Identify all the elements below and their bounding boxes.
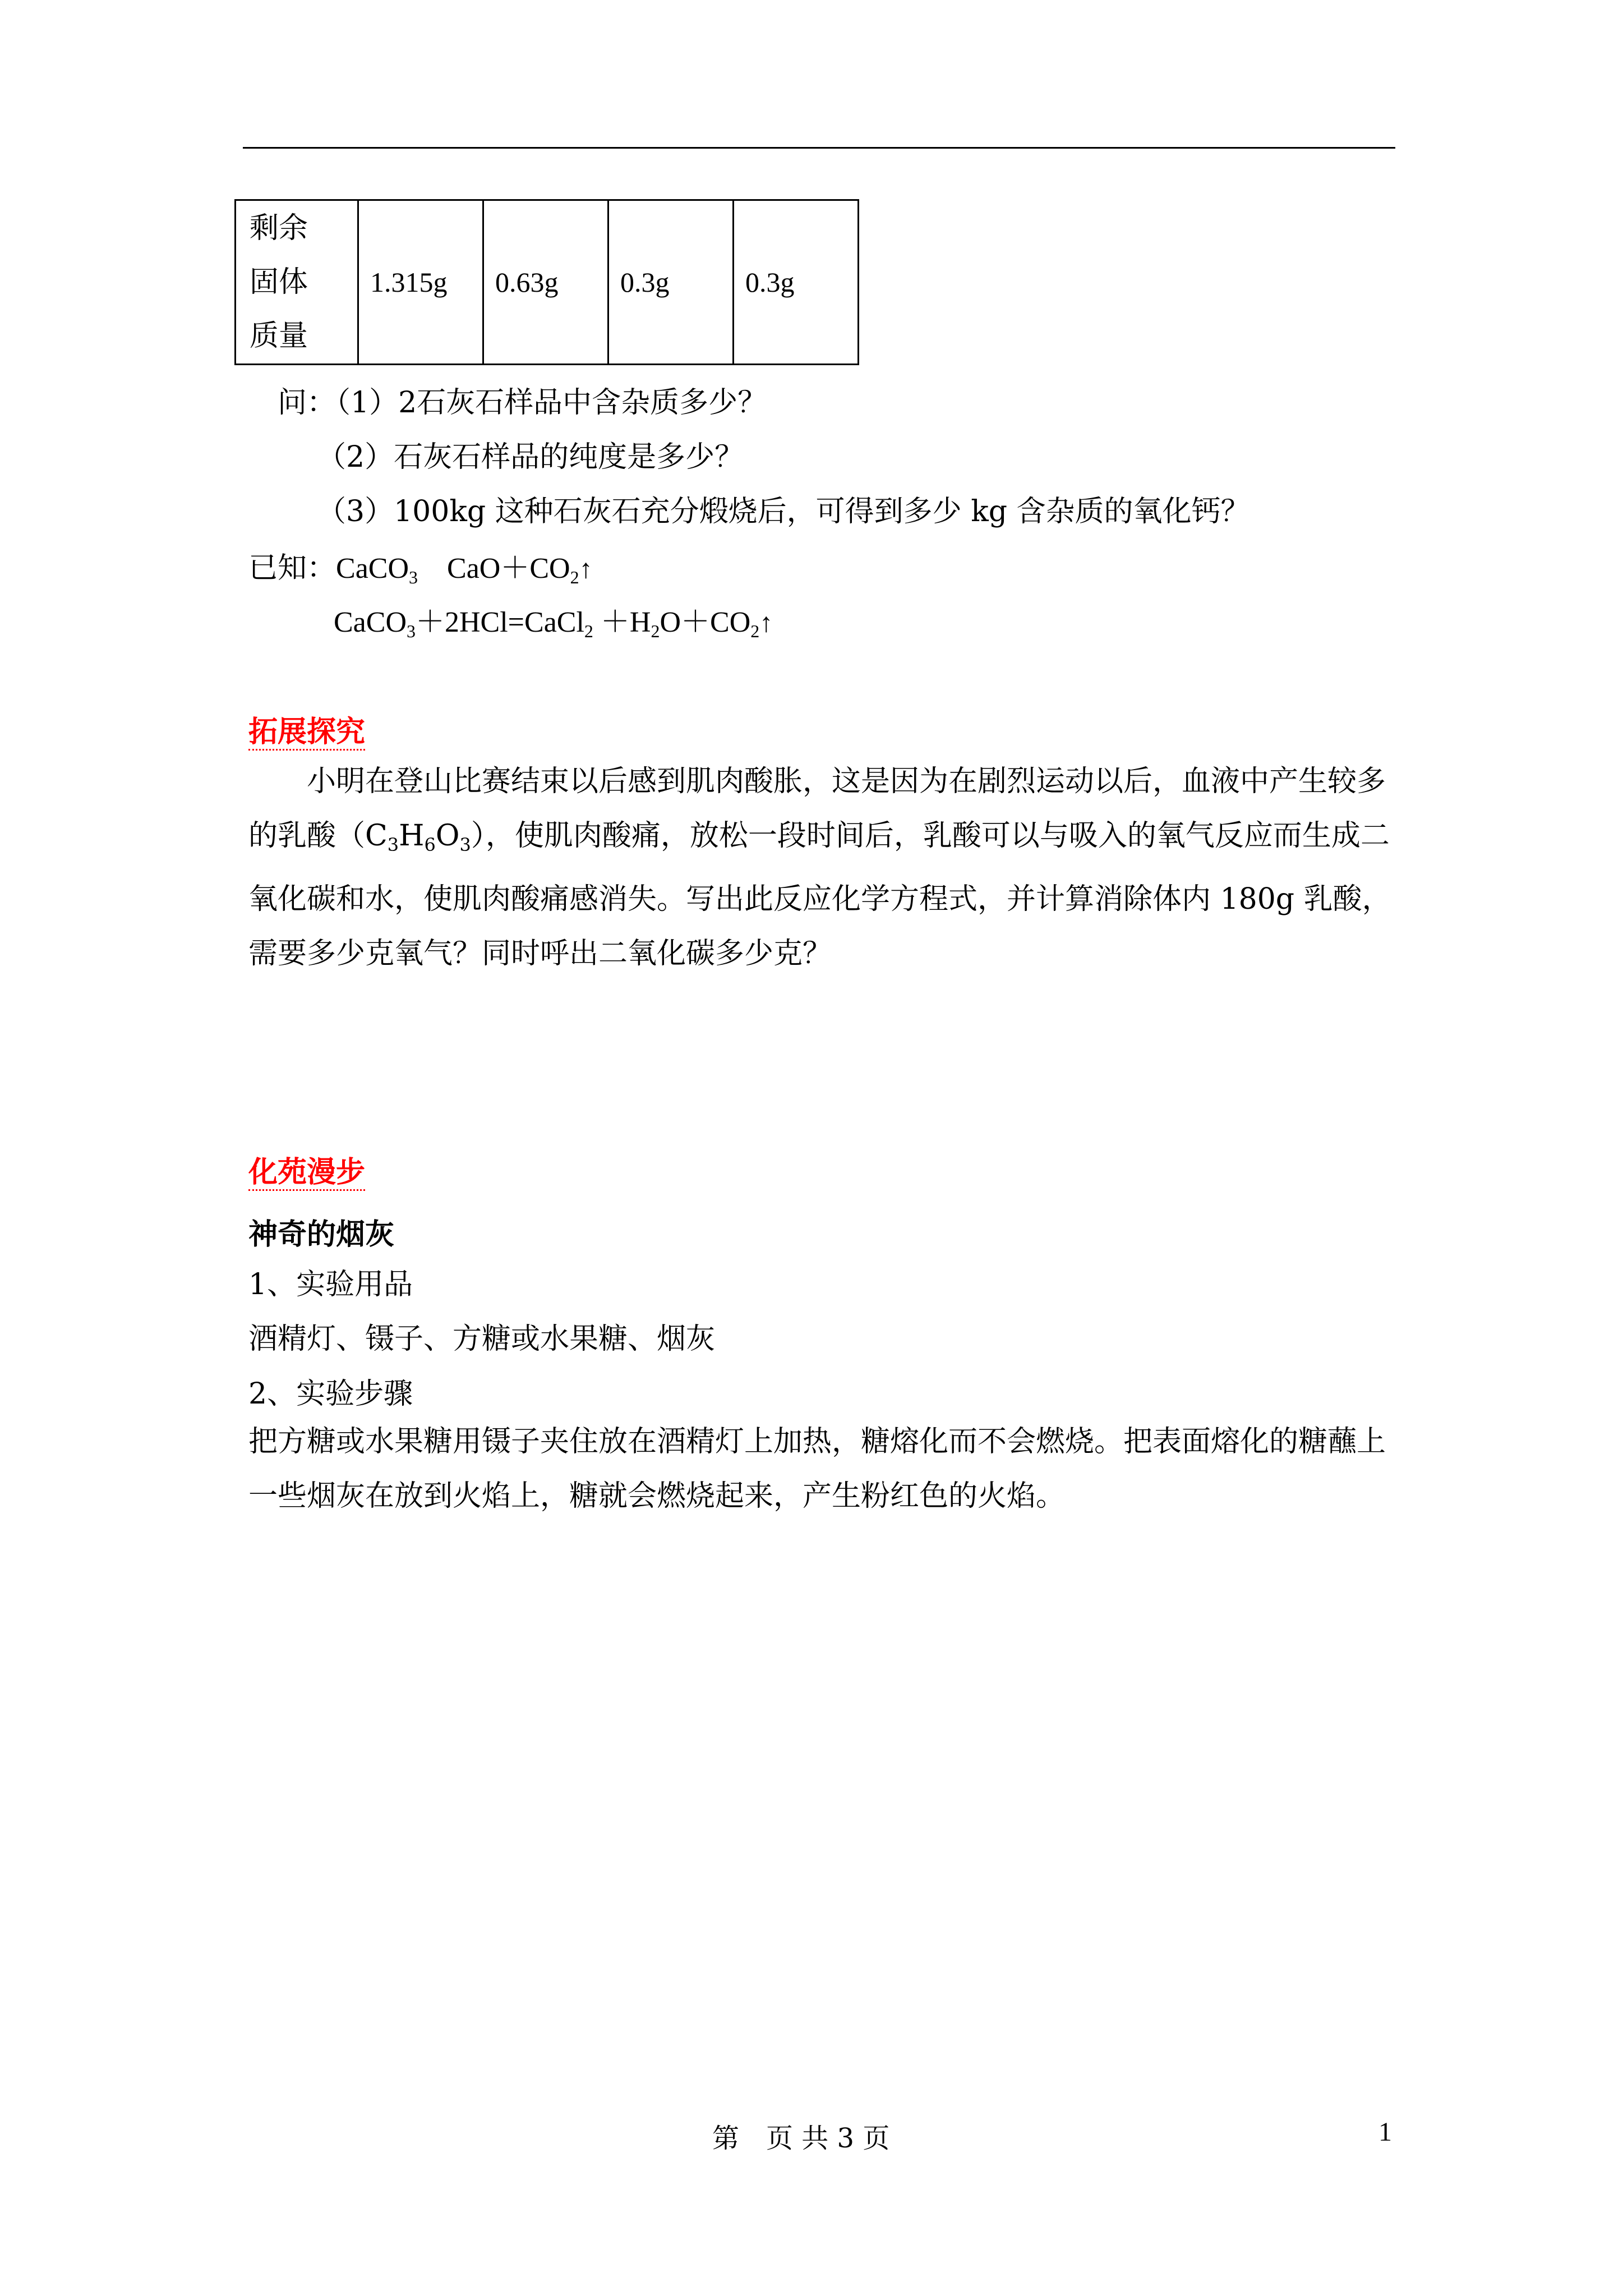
formula-part: O＋CO xyxy=(660,606,751,638)
formula-part: CaCO xyxy=(334,606,407,638)
question-1: 问：（1）2石灰石样品中含杂质多少？ xyxy=(278,386,767,420)
formula-part: ＋2HCl=CaCl xyxy=(416,606,584,638)
section-title-extension: 拓展探究 xyxy=(248,715,365,751)
up-arrow-icon: ↑ xyxy=(579,554,593,584)
formula-subscript: 3 xyxy=(407,621,416,641)
table-cell: 0.3g xyxy=(608,200,734,365)
formula-subscript: 2 xyxy=(584,621,593,641)
data-table xyxy=(234,199,859,365)
header-rule xyxy=(243,147,1395,149)
label-line-2: 固体 xyxy=(250,265,308,299)
table-cell: 1.315g xyxy=(358,200,483,365)
paragraph-text: ），使肌肉酸痛，放松一段时间后，乳酸可以与吸入的氧气反应而生成二氧化碳和水，使肌肉酸痛感消失。写出此反应化学方程式，并计算消除体内 180g 乳酸，需要多少克氧气？同时呼出二氧化碳多少克？ xyxy=(248,819,1391,970)
formula-subscript: 3 xyxy=(459,834,471,855)
question-2: （2）石灰石样品的纯度是多少？ xyxy=(317,440,744,474)
table-row-label xyxy=(236,200,358,365)
section-title-huayuan: 化苑漫步 xyxy=(248,1156,365,1191)
experiment-title: 神奇的烟灰 xyxy=(248,1217,395,1251)
formula-part: H xyxy=(399,819,425,853)
materials-list: 酒精灯、镊子、方糖或水果糖、烟灰 xyxy=(248,1322,716,1356)
up-arrow-icon: ↑ xyxy=(759,608,773,638)
table-cell: 0.63g xyxy=(483,200,608,365)
table-row xyxy=(236,200,859,365)
label-line-1: 剩余 xyxy=(250,211,308,245)
extension-paragraph xyxy=(248,754,1395,981)
known-prefix: 已知： xyxy=(248,551,336,585)
formula-subscript: 2 xyxy=(570,567,579,587)
steps-paragraph: 把方糖或水果糖用镊子夹住放在酒精灯上加热，糖熔化而不会燃烧。把表面熔化的糖蘸上一些烟灰在放到火焰上，糖就会燃烧起来，产生粉红色的火焰。 xyxy=(248,1425,1386,1513)
formula-subscript: 2 xyxy=(651,621,660,641)
paragraph-text: 小明在登山比赛结束以后感到肌肉酸胀，这是因为在剧烈运动以后，血液中产生较多的乳酸（C xyxy=(248,765,1386,853)
known-equation-1 xyxy=(248,549,593,597)
page-number: 1 xyxy=(1378,2117,1392,2147)
formula-part: CaO＋CO xyxy=(447,553,570,585)
formula-subscript: 2 xyxy=(750,621,760,641)
label-line-3: 质量 xyxy=(250,319,308,353)
formula-part: O xyxy=(435,819,460,853)
formula-subscript: 3 xyxy=(409,567,418,587)
question-3: （3）100kg 这种石灰石充分煅烧后，可得到多少 kg 含杂质的氧化钙？ xyxy=(317,495,1250,528)
materials-heading: 1、实验用品 xyxy=(248,1268,413,1301)
page-footer: 第 页 共 3 页 xyxy=(712,2123,890,2154)
steps-heading: 2、实验步骤 xyxy=(248,1377,413,1411)
formula-subscript: 6 xyxy=(424,834,436,855)
formula-part: ＋H xyxy=(593,606,651,638)
table-cell: 0.3g xyxy=(734,200,859,365)
known-equation-2 xyxy=(334,603,773,651)
formula-subscript: 3 xyxy=(387,834,399,855)
formula-part: CaCO xyxy=(336,553,409,585)
